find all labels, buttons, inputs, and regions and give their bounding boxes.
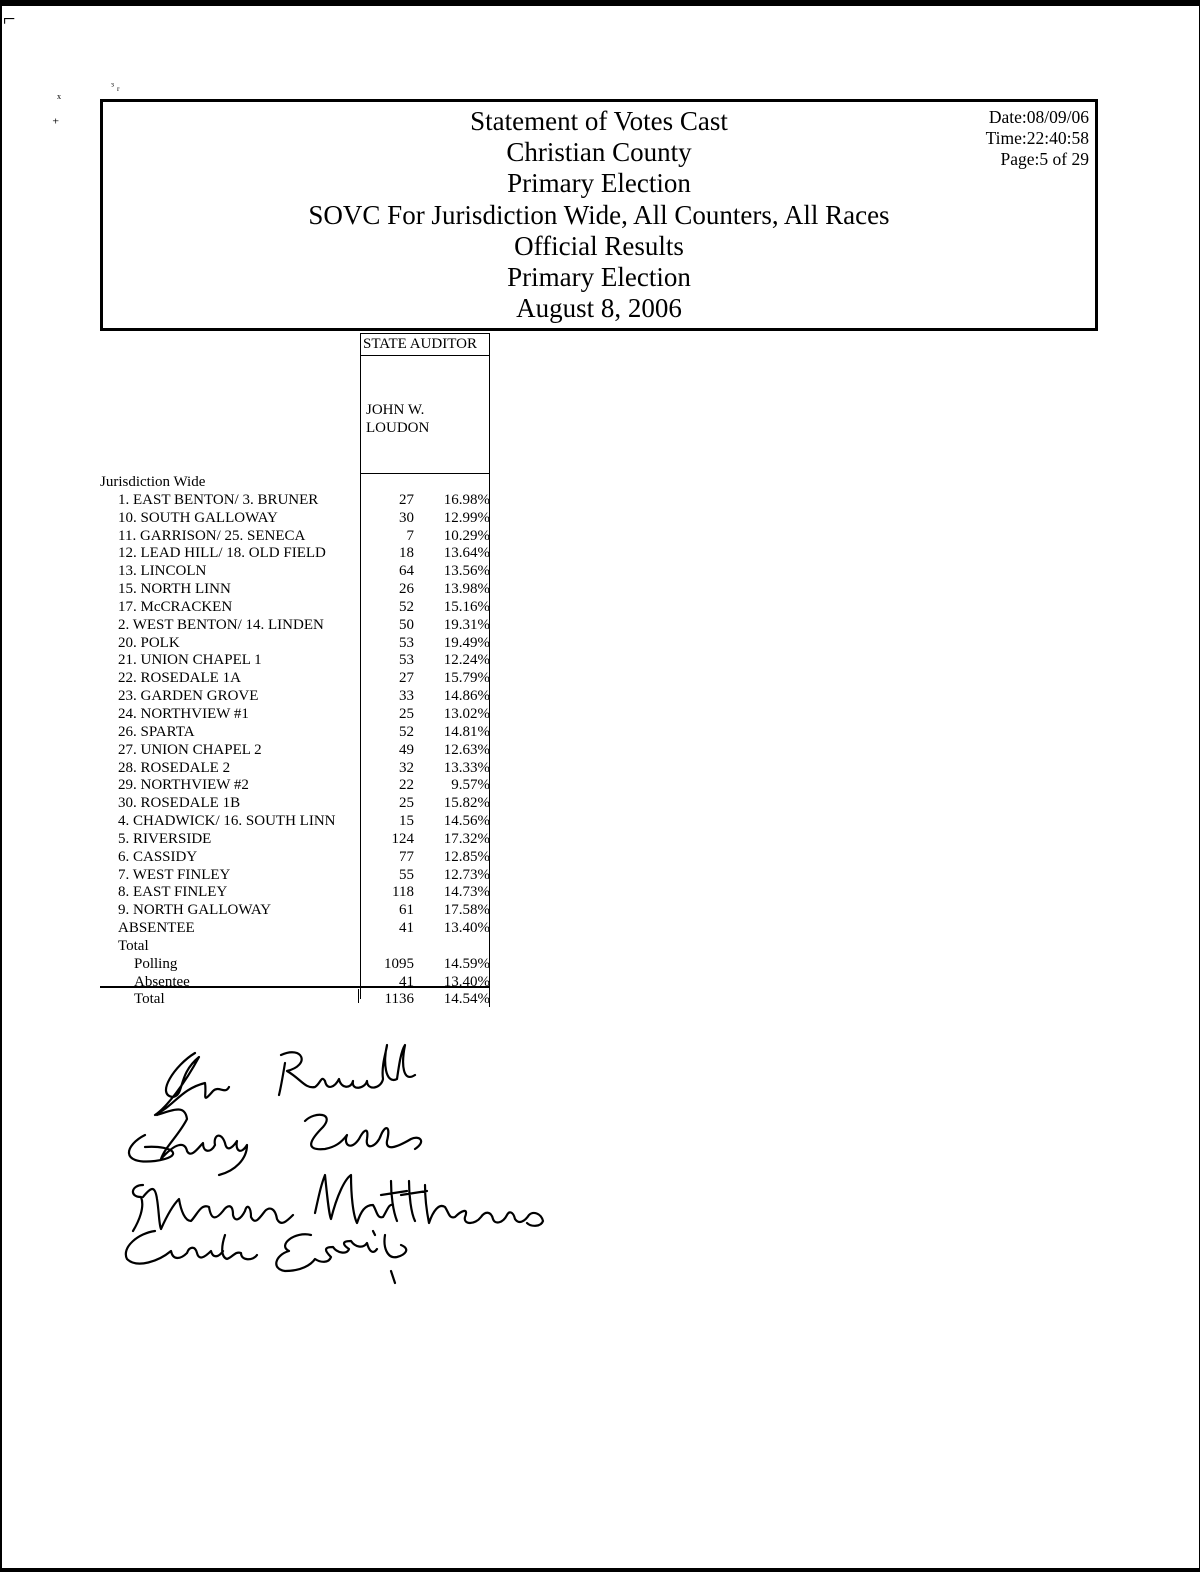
title-line: Official Results (514, 230, 684, 261)
vote-percent: 14.54% (443, 991, 490, 1008)
race-title-rule (360, 355, 490, 356)
vote-count: 7 (406, 527, 414, 544)
vote-count: 1095 (384, 955, 414, 972)
vote-percent: 14.81% (443, 723, 490, 740)
vote-count: 41 (399, 920, 414, 937)
precinct-row (100, 599, 492, 617)
row-label: 7. WEST FINLEY (118, 866, 231, 883)
row-label: 13. LINCOLN (118, 563, 207, 580)
row-label: Total (118, 937, 149, 954)
vote-percent: 14.56% (443, 813, 490, 830)
precinct-row (100, 849, 492, 867)
section-header (100, 474, 492, 492)
row-label: Polling (134, 955, 178, 972)
vote-percent: 14.73% (443, 884, 490, 901)
precinct-row (100, 902, 492, 920)
total-row (100, 991, 492, 1009)
precinct-row (100, 920, 492, 938)
candidate-name: JOHN W. LOUDON (366, 402, 430, 436)
vote-percent: 13.98% (443, 581, 490, 598)
vote-count: 124 (391, 830, 414, 847)
vote-percent: 12.85% (443, 848, 490, 865)
vote-count: 53 (399, 652, 414, 669)
row-label: 10. SOUTH GALLOWAY (118, 509, 278, 526)
vote-percent: 12.99% (443, 509, 490, 526)
precinct-row (100, 617, 492, 635)
vote-count: 18 (399, 545, 414, 562)
vote-count: 15 (399, 813, 414, 830)
precinct-row (100, 831, 492, 849)
vote-percent: 15.16% (443, 598, 490, 615)
vote-percent: 15.79% (443, 670, 490, 687)
row-label: 15. NORTH LINN (118, 581, 231, 598)
row-label: 6. CASSIDY (118, 848, 198, 865)
vote-percent: 12.24% (443, 652, 490, 669)
report-header (100, 99, 1098, 331)
precinct-row (100, 510, 492, 528)
vote-percent: 13.40% (443, 920, 490, 937)
vote-count: 61 (399, 902, 414, 919)
stray-mark: ⁺ (52, 117, 60, 132)
row-label: 20. POLK (118, 634, 180, 651)
vote-count: 25 (399, 795, 414, 812)
precinct-row (100, 563, 492, 581)
vote-percent: 13.02% (443, 705, 490, 722)
result-rows (100, 474, 492, 1009)
total-header (100, 938, 492, 956)
vote-percent: 9.57% (451, 777, 490, 794)
precinct-row (100, 545, 492, 563)
precinct-row (100, 635, 492, 653)
results-table (100, 333, 492, 1011)
report-time: Time:22:40:58 (985, 128, 1089, 148)
total-row (100, 956, 492, 974)
row-label: 26. SPARTA (118, 723, 195, 740)
vote-count: 55 (399, 866, 414, 883)
race-title: STATE AUDITOR (363, 336, 477, 352)
precinct-row (100, 688, 492, 706)
vote-count: 22 (399, 777, 414, 794)
signature-block (115, 1035, 585, 1285)
stray-mark: ˣ (57, 92, 62, 107)
vote-count: 49 (399, 741, 414, 758)
report-title (103, 106, 1095, 324)
vote-percent: 16.98% (443, 491, 490, 508)
precinct-row (100, 581, 492, 599)
vote-percent: 14.59% (443, 955, 490, 972)
vote-count: 1136 (384, 991, 414, 1008)
row-label: 30. ROSEDALE 1B (118, 795, 241, 812)
vote-count: 27 (399, 491, 414, 508)
row-label: 21. UNION CHAPEL 1 (118, 652, 262, 669)
vote-percent: 17.58% (443, 902, 490, 919)
vote-percent: 17.32% (443, 830, 490, 847)
row-label: 8. EAST FINLEY (118, 884, 228, 901)
signature-shirley-lewis (129, 1110, 421, 1176)
row-label: 12. LEAD HILL/ 18. OLD FIELD (118, 545, 326, 562)
title-line: Primary Election (507, 262, 691, 293)
row-label: 4. CHADWICK/ 16. SOUTH LINN (118, 813, 336, 830)
row-label: 22. ROSEDALE 1A (118, 670, 241, 687)
vote-count: 53 (399, 634, 414, 651)
vote-count: 33 (399, 688, 414, 705)
vote-count: 30 (399, 509, 414, 526)
signature-marian-matthews (133, 1175, 543, 1231)
row-label: 1. EAST BENTON/ 3. BRUNER (118, 491, 319, 508)
vote-count: 52 (399, 723, 414, 740)
vote-percent: 19.49% (443, 634, 490, 651)
report-meta (986, 107, 1089, 170)
title-line: SOVC For Jurisdiction Wide, All Counters, All Races (308, 199, 890, 230)
total-row (100, 974, 492, 992)
precinct-row (100, 742, 492, 760)
precinct-row (100, 706, 492, 724)
precinct-row (100, 867, 492, 885)
vote-percent: 19.31% (443, 616, 490, 633)
vote-count: 32 (399, 759, 414, 776)
row-label: 11. GARRISON/ 25. SENECA (118, 527, 306, 544)
precinct-row (100, 884, 492, 902)
row-label: Absentee (134, 973, 190, 990)
vote-count: 50 (399, 616, 414, 633)
precinct-row (100, 670, 492, 688)
row-label: 23. GARDEN GROVE (118, 688, 259, 705)
row-label: 2. WEST BENTON/ 14. LINDEN (118, 616, 324, 633)
vote-percent: 14.86% (443, 688, 490, 705)
row-label: 27. UNION CHAPEL 2 (118, 741, 262, 758)
precinct-row (100, 528, 492, 546)
row-label: 24. NORTHVIEW #1 (118, 705, 249, 722)
corner-mark: ⌐ (3, 6, 16, 31)
signature-carla-essick (126, 1231, 406, 1283)
precinct-row (100, 813, 492, 831)
vote-percent: 12.63% (443, 741, 490, 758)
vote-percent: 13.40% (443, 973, 490, 990)
race-top-rule (360, 333, 490, 334)
vote-percent: 13.56% (443, 563, 490, 580)
signature-lisa-russell (155, 1045, 415, 1115)
vote-percent: 12.73% (443, 866, 490, 883)
vote-percent: 15.82% (443, 795, 490, 812)
section-label: Jurisdiction Wide (100, 474, 206, 490)
vote-count: 118 (392, 884, 414, 901)
row-label: 5. RIVERSIDE (118, 830, 212, 847)
vote-count: 77 (399, 848, 414, 865)
stray-mark: ᵌ ᵣ (111, 79, 120, 93)
report-date: Date:08/09/06 (988, 107, 1089, 127)
precinct-row (100, 777, 492, 795)
vote-count: 26 (399, 581, 414, 598)
row-label: 29. NORTHVIEW #2 (118, 777, 249, 794)
precinct-row (100, 795, 492, 813)
row-label: 28. ROSEDALE 2 (118, 759, 231, 776)
title-line: Statement of Votes Cast (470, 106, 728, 136)
vote-count: 41 (399, 973, 414, 990)
title-line: Christian County (506, 137, 692, 168)
title-line: August 8, 2006 (516, 293, 682, 324)
vote-percent: 13.64% (443, 545, 490, 562)
row-label: 9. NORTH GALLOWAY (118, 902, 272, 919)
row-label: 17. McCRACKEN (118, 598, 233, 615)
title-line: Primary Election (507, 168, 691, 199)
vote-count: 25 (399, 705, 414, 722)
vote-count: 64 (399, 563, 414, 580)
precinct-row (100, 724, 492, 742)
vote-count: 27 (399, 670, 414, 687)
vote-percent: 13.33% (443, 759, 490, 776)
precinct-row (100, 760, 492, 778)
vote-percent: 10.29% (443, 527, 490, 544)
precinct-row (100, 492, 492, 510)
vote-count: 52 (399, 598, 414, 615)
row-label: ABSENTEE (118, 920, 195, 937)
row-label: Total (134, 991, 165, 1008)
precinct-row (100, 652, 492, 670)
report-page: Page:5 of 29 (1000, 149, 1089, 169)
